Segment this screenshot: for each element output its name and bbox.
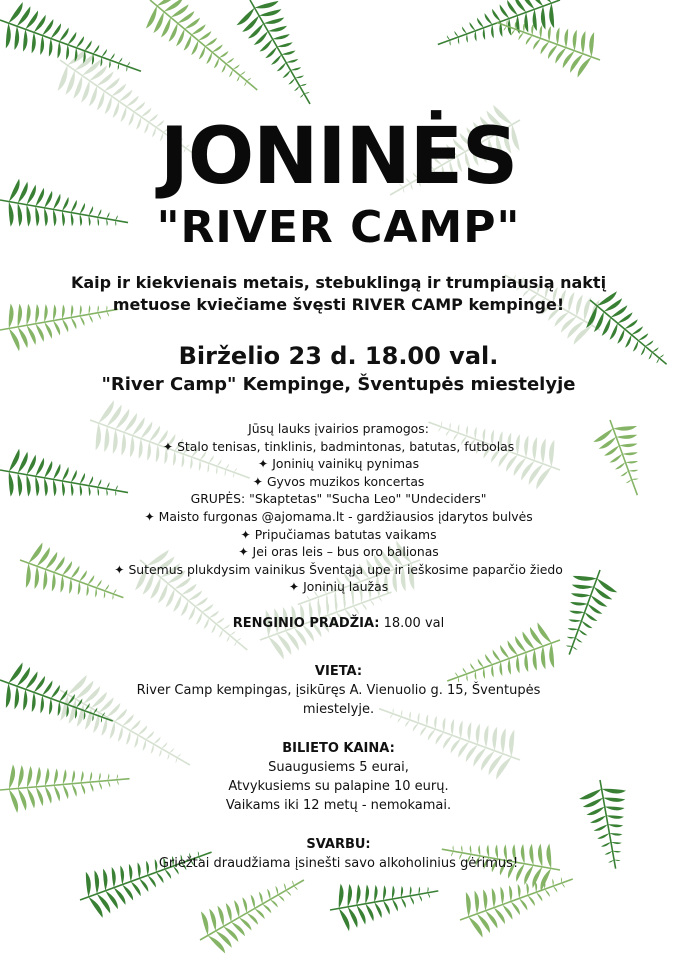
intro-line-2: metuose kviečiame švęsti RIVER CAMP kempinge! [112, 295, 565, 314]
event-date: Birželio 23 d. 18.00 val. [178, 342, 499, 370]
list-item: ✦ Gyvos muzikos koncertas [252, 473, 425, 489]
start-label: RENGINIO PRADŽIA: [232, 616, 380, 631]
price-heading: BILIETO KAINA: [282, 741, 395, 756]
price-line-children: Vaikams iki 12 metų - nemokamai. [225, 798, 452, 813]
bands-line: GRUPĖS: "Skaptetas" "Sucha Leo" "Undeciders" [190, 491, 487, 507]
list-item: ✦ Stalo tenisas, tinklinis, badmintonas, batutas, futbolas [162, 438, 515, 454]
important-section [0, 835, 677, 873]
list-item: ✦ Pripučiamas batutas vaikams [240, 526, 437, 542]
intro-text [0, 272, 677, 316]
intro-line-1: Kaip ir kiekvienais metais, stebuklingą ir trumpiausią naktį [70, 273, 607, 292]
list-item: ✦ Sutemus plukdysim vainikus Šventąja upe ir ieškosime paparčio žiedo [114, 561, 563, 577]
poster-subtitle: "RIVER CAMP" [156, 202, 521, 253]
activities-intro: Jūsų lauks įvairios pramogos: [248, 421, 429, 436]
venue-line-1: River Camp kempingas, įsikūręs A. Vienuolio g. 15, Šventupės [136, 683, 541, 698]
start-time: 18.00 val [379, 616, 445, 631]
list-item: ✦ Jei oras leis – bus oro balionas [238, 544, 439, 560]
important-text: Griežtai draudžiama įsinešti savo alkoholinius gėrimus! [158, 856, 519, 871]
list-item: ✦ Joninių laužas [288, 579, 389, 595]
venue-section [0, 662, 677, 719]
activities-list [0, 420, 677, 596]
important-heading: SVARBU: [306, 837, 371, 852]
price-line-tent: Atvykusiems su palapine 10 eurų. [228, 779, 449, 794]
venue-heading: VIETA: [314, 664, 363, 679]
venue-line-2: miestelyje. [302, 702, 375, 717]
price-line-adults: Suaugusiems 5 eurai, [268, 760, 409, 775]
event-location: "River Camp" Kempinge, Šventupės miestelyje [101, 374, 576, 395]
start-time-line [0, 614, 677, 633]
poster-title: JONINĖS [159, 112, 518, 202]
list-item: ✦ Joninių vainikų pynimas [257, 456, 420, 472]
list-item: ✦ Maisto furgonas @ajomama.lt - gardžiausios įdarytos bulvės [144, 508, 533, 524]
price-section [0, 739, 677, 815]
